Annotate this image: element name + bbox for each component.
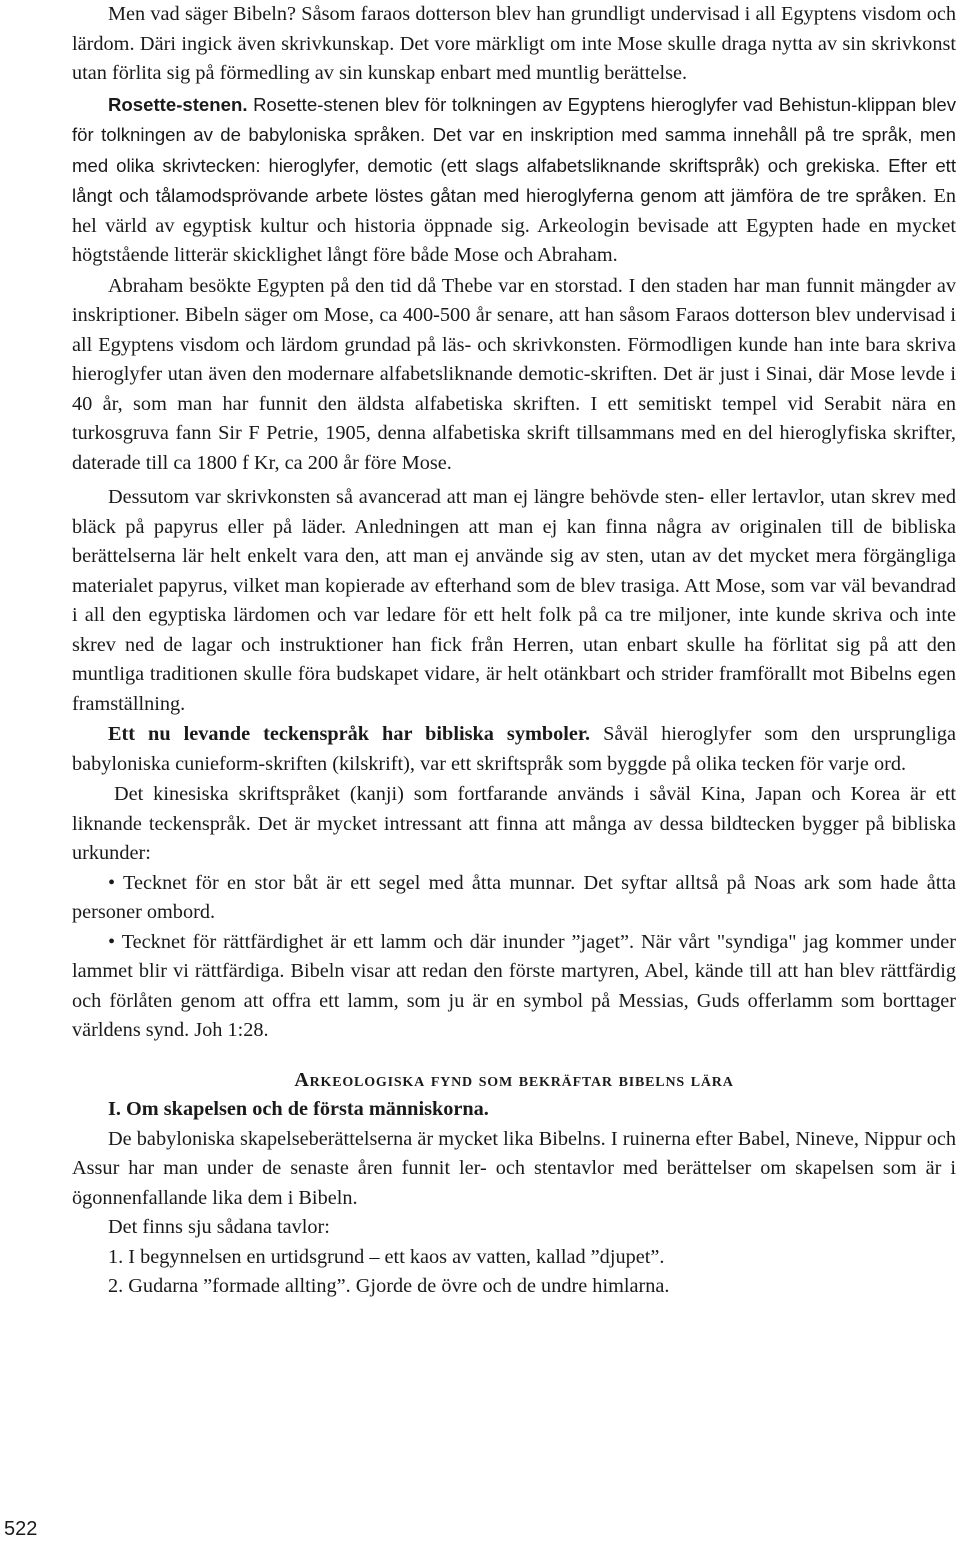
rosette-stone-serif-text: En hel värld av egyptisk kultur och historia öppnade sig. Arkeologin bevisade att Egypten hade en mycket högtstående litterär skicklighet långt före både Mose och Abraham. [72,185,956,266]
list-item-tablet-1: 1. I begynnelsen en urtidsgrund – ett kaos av vatten, kallad ”djupet”. [108,1245,665,1268]
rosette-stone-heading: Rosette-stenen. [108,93,248,115]
paragraph-abraham-egypt: Abraham besökte Egypten på den tid då Thebe var en storstad. I den staden har man funnit mängder av inskriptioner. Bibeln säger om Mose, ca 400-500 år senare, att han såsom Faraos dotterson blev undervisad i all Egyptens visdom och lärdom grundad på läs- och skrivkonsten. Förmodligen kunde han inte bara skriva hieroglyfer utan även den modernare alfabetsliknande demotic-skriften. Det är just i Sinai, där Mose levde i 40 år, som man har funnit den äldsta alfabetiska skriften. I ett semitiskt tempel vid Serabit nära en turkosgruva fann Sir F Petrie, 1905, denna alfabetiska skrift tillsammans med en del hieroglyfiska skrifter, daterade till ca 1800 f Kr, ca 200 år före Mose. [72,274,956,474]
paragraph-sign-language [72,720,956,779]
section-heading: Arkeologiska fynd som bekräftar bibelns lära [294,1068,734,1091]
rosette-stone-sans-block [72,94,956,207]
document-page [72,0,956,1302]
rosette-stone-sans-text: Rosette-stenen blev för tolkningen av Egyptens hieroglyfer vad Behistun-klippan blev för tolkningen av de babyloniska språken. Det var en inskription med samma innehåll på tre språk, men med olika skrivtecken: hieroglyfer, demotic (ett slags alfabetsliknande skriftspråk) och grekiska. Efter ett långt och tålamodsprövande arbete löstes gåtan med hieroglyferna genom att jämföra de tre språken. [72,93,956,206]
paragraph-seven-tablets: Det finns sju sådana tavlor: [108,1216,330,1238]
page-number: 522 [4,1518,38,1540]
list-item-tablet-2: 2. Gudarna ”formade allting”. Gjorde de övre och de undre himlarna. [108,1275,670,1297]
paragraph-writing-advanced: Dessutom var skrivkonsten så avancerad att man ej längre behövde sten- eller lertavlor, utan skrev med bläck på papyrus eller på läder. Anledningen att man ej kan finna några av originalen till de bibliska berättelserna lär helt enkelt vara den, att man ej använde sig av sten, utan av det mycket mera förgängliga materialet papyrus, vilket man kopierade av efterhand som de blev trasiga. Att Mose, som var väl bevandrad i all den egyptiska lärdomen och var ledare för ett helt folk på ca tre miljoner, inte kunde skriva och inte skrev ned de lagar och instruktioner han fick från Herren, utan enbart skulle ha förlitat sig på att den muntliga traditionen skulle föra budskapet vidare, är helt otänkbart och strider framförallt mot Bibelns egen framställning. [72,486,956,715]
subheading-creation: I. Om skapelsen och de första människorna. [108,1098,489,1120]
paragraph-rosette-stone [72,90,956,271]
sign-language-text: Såväl hieroglyfer som den ursprungliga babyloniska cunieform-skriften (kilskrift), var ett skriftspråk som byggde på olika tecken för varje ord. [72,723,956,775]
bullet-item-boat: • Tecknet för en stor båt är ett segel med åtta munnar. Det syftar alltså på Noas ark som hade åtta personer ombord. [72,871,956,923]
paragraph-bible-says: Men vad säger Bibeln? Såsom faraos dotterson blev han grundligt undervisad i all Egyptens visdom och lärdom. Däri ingick även skrivkunskap. Det vore märkligt om inte Mose skulle draga nytta av sin skrivkonst utan förlita sig på förmedling av sin kunskap enbart med muntlig berättelse. [72,3,956,84]
bullet-item-righteousness: • Tecknet för rättfärdighet är ett lamm och där inunder ”jaget”. När vårt "syndiga" jag kommer under lammet blir vi rättfärdiga. Bibeln visar att redan den förste martyren, Abel, kände till att han blev rättfärdig och förlåten genom att offra ett lamm, som ju är en symbol på Messias, Guds offerlamm som borttager världens synd. Joh 1:28. [72,930,956,1041]
sign-language-heading: Ett nu levande teckenspråk har bibliska symboler. [108,723,591,745]
paragraph-babylonian-creation: De babyloniska skapelseberättelserna är mycket lika Bibelns. I ruinerna efter Babel, Nineve, Nippur och Assur har man under de senaste åren funnit ler- och stentavlor med berättelser om skapelsen som är i ögonnenfallande lika dem i Bibeln. [72,1127,956,1209]
paragraph-chinese-kanji: Det kinesiska skriftspråket (kanji) som fortfarande används i såväl Kina, Japan och Korea är ett liknande teckenspråk. Det är mycket intressant att finna att många av dessa bildtecken bygger på bibliska urkunder: [72,783,956,864]
